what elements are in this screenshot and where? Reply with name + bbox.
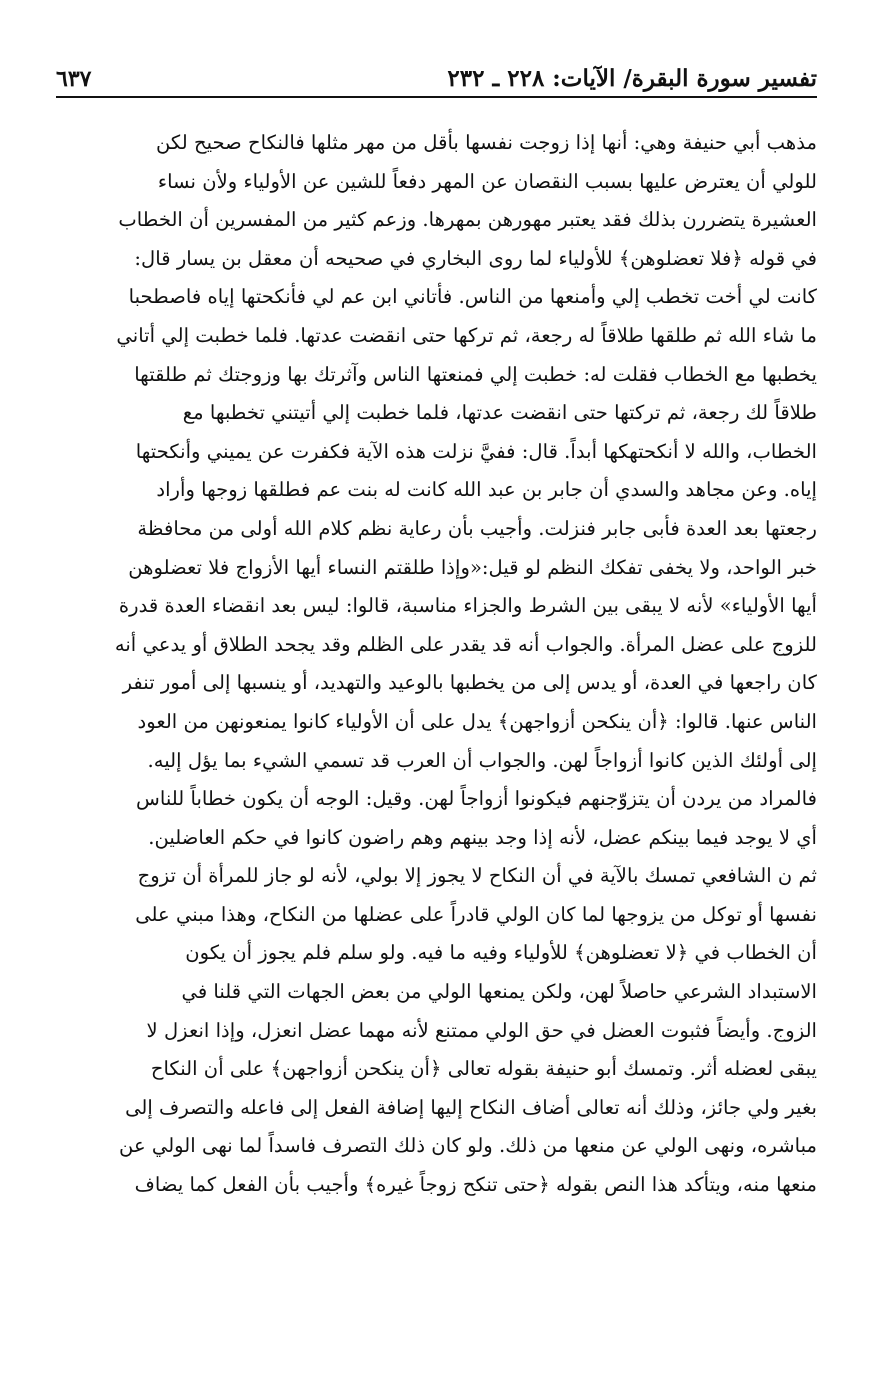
page-header (56, 52, 817, 92)
text-line: ما شاء الله ثم طلقها طلاقاً له رجعة، ثم تركها حتى انقضت عدتها. فلما خطبت إلي أتاني (116, 323, 817, 347)
text-line: منعها منه، ويتأكد هذا النص بقوله ﴿حتى تنكح زوجاً غيره﴾ وأجيب بأن الفعل كما يضاف (134, 1173, 817, 1197)
text-line: مباشره، ونهى الولي عن منعها من ذلك. ولو كان ذلك التصرف فاسداً لما نهى الولي عن (119, 1134, 817, 1158)
text-line: إلى أولئك الذين كانوا أزواجاً لهن. والجواب أن العرب قد تسمي الشيء بما يؤل إليه. (147, 748, 817, 772)
text-line: ثم ن الشافعي تمسك بالآية في أن النكاح لا يجوز إلا بولي، لأنه لو جاز للمرأة أن تزوج (137, 864, 817, 888)
text-line: بغير ولي جائز، وذلك أنه تعالى أضاف النكاح إليها إضافة الفعل إلى فاعله والتصرف إلى (125, 1095, 817, 1119)
text-line: طلاقاً لك رجعة، ثم تركتها حتى انقضت عدتها، فلما خطبت إلي أتيتني تخطبها مع (182, 401, 817, 425)
text-line: مذهب أبي حنيفة وهي: أنها إذا زوجت نفسها بأقل من مهر مثلها فالنكاح صحيح لكن (156, 131, 817, 154)
text-line: الاستبداد الشرعي حاصلاً لهن، ولكن يمنعها الولي من بعض الجهات التي قلنا في (181, 980, 817, 1004)
text-line: يبقى لعضله أثر. وتمسك أبو حنيفة بقوله تعالى ﴿أن ينكحن أزواجهن﴾ على أن النكاح (150, 1057, 817, 1081)
text-line: خبر الواحد، ولا يخفى تفكك النظم لو قيل:«وإذا طلقتم النساء أيها الأزواج فلا تعضلوهن (128, 555, 817, 579)
text-line: أي لا يوجد فيما بينكم عضل، لأنه إذا وجد بينهم وهم راضون كانوا في حكم العاضلين. (148, 825, 817, 849)
text-line: في قوله ﴿فلا تعضلوهن﴾ للأولياء لما روى البخاري في صحيحه أن معقل بن يسار قال: (134, 246, 817, 270)
text-line: الخطاب، والله لا أنكحتهكها أبداً. قال: ففيَّ نزلت هذه الآية فكفرت عن يميني وأنكحتها (135, 439, 817, 463)
header-rule (56, 96, 817, 98)
text-line: الزوج. وأيضاً فثبوت العضل في حق الولي ممتنع لأنه مهما عضل انعزل، وإذا انعزل لا (146, 1018, 817, 1042)
text-line: للولي أن يعترض عليها بسبب النقصان عن المهر دفعاً للشين عن الأولياء ولأن نساء (157, 169, 817, 193)
running-title: تفسير سورة البقرة/ الآيات: ٢٢٨ ـ ٢٣٢ (447, 65, 817, 92)
text-line: أيها الأولياء» لأنه لا يبقى بين الشرط والجزاء مناسبة، قالوا: ليس بعد انقضاء العدة قدرة (118, 594, 817, 618)
text-line: الناس عنها. قالوا: ﴿أن ينكحن أزواجهن﴾ يدل على أن الأولياء كانوا يمنعونهن من العود (137, 709, 817, 733)
body-text (56, 124, 817, 1205)
text-line: كان راجعها في العدة، أو يدس إلى من يخطبها بالوعيد والتهديد، أو ينسبها إلى أمور تنفر (122, 671, 817, 695)
page-number: ٦٣٧ (56, 66, 92, 92)
text-line: للزوج على عضل المرأة. والجواب أنه قد يقدر على الظلم وقد يجحد الطلاق أو يدعي أنه (114, 632, 817, 656)
text-line: العشيرة يتضررن بذلك فقد يعتبر مهورهن بمهرها. وزعم كثير من المفسرين أن الخطاب (118, 208, 817, 232)
text-line: كانت لي أخت تخطب إلي وأمنعها من الناس. فأتاني ابن عم لي فأنكحتها إياه فاصطحبا (128, 285, 817, 309)
text-line: إياه. وعن مجاهد والسدي أن جابر بن عبد الله كانت له بنت عم فطلقها زوجها وأراد (156, 478, 817, 502)
text-line: أن الخطاب في ﴿لا تعضلوهن﴾ للأولياء وفيه ما فيه. ولو سلم فلم يجوز أن يكون (185, 941, 817, 965)
text-line: فالمراد من يردن أن يتزوّجنهم فيكونوا أزواجاً لهن. وقيل: الوجه أن يكون خطاباً للناس (135, 787, 817, 811)
text-line: نفسها أو توكل من يزوجها لما كان الولي قادراً على عضلها من النكاح، وهذا مبني على (135, 902, 817, 926)
text-line: يخطبها مع الخطاب فقلت له: خطبت إلي فمنعتها الناس وآثرتك بها وزوجتك ثم طلقتها (134, 362, 817, 386)
text-line: رجعتها بعد العدة فأبى جابر فنزلت. وأجيب بأن رعاية نظم كلام الله أولى من محافظة (137, 516, 817, 540)
